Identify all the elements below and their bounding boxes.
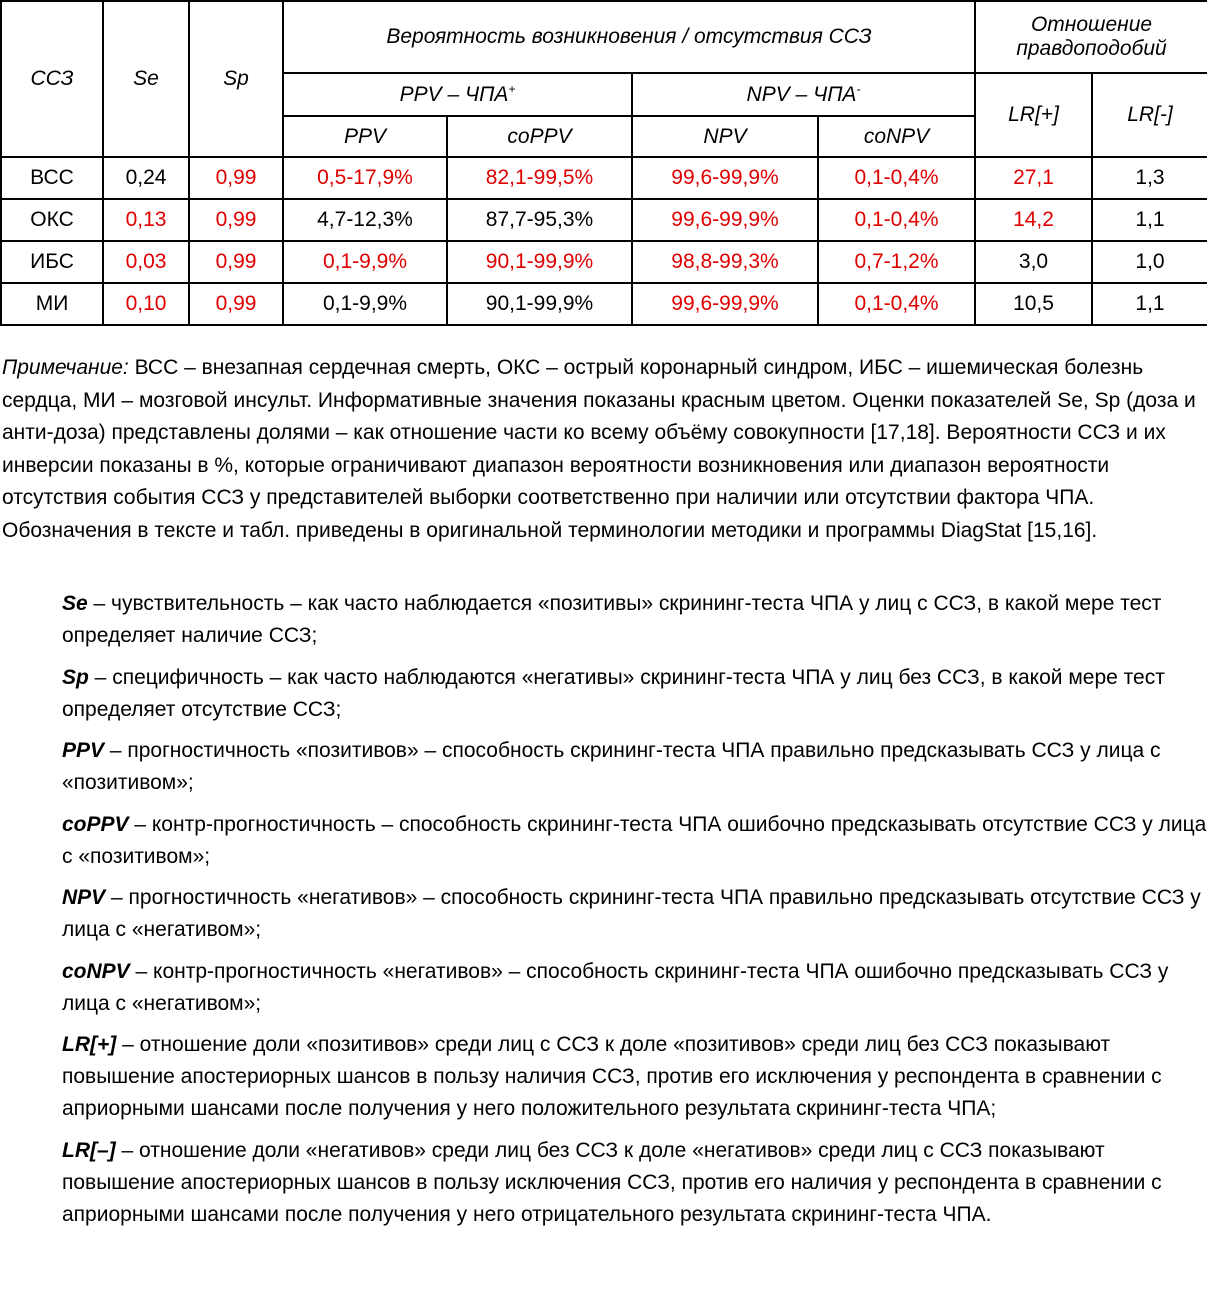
cell-coppv: 87,7-95,3% xyxy=(447,199,632,241)
definition-term: coNPV xyxy=(62,959,130,983)
cell-lr-neg: 1,3 xyxy=(1092,157,1207,199)
definition-text: – прогностичность «позитивов» – способность скрининг-теста ЧПА правильно предсказывать ССЗ у лица с «позитивом»; xyxy=(62,739,1161,794)
header-coppv: coPPV xyxy=(447,116,632,157)
table-row xyxy=(1,241,1207,283)
cell-lr-pos: 3,0 xyxy=(975,241,1092,283)
header-ppv: PPV xyxy=(283,116,447,157)
table-note xyxy=(2,352,1202,548)
cell-sp: 0,99 xyxy=(189,241,283,283)
definition-coppv xyxy=(62,809,1207,873)
table-row xyxy=(1,283,1207,325)
cell-name: ВСС xyxy=(1,157,103,199)
definition-npv xyxy=(62,882,1207,946)
definition-term: NPV xyxy=(62,886,106,909)
cell-coppv: 90,1-99,9% xyxy=(447,241,632,283)
cell-sp: 0,99 xyxy=(189,157,283,199)
definition-sp xyxy=(62,662,1207,726)
definition-lr-pos xyxy=(62,1029,1207,1125)
header-likelihood-line2: правдоподобий xyxy=(1016,37,1167,60)
cell-lr-neg: 1,1 xyxy=(1092,199,1207,241)
definitions-list xyxy=(62,588,1207,1240)
header-likelihood-line1: Отношение xyxy=(1030,13,1153,36)
cell-npv: 98,8-99,3% xyxy=(632,241,818,283)
cell-se: 0,10 xyxy=(103,283,189,325)
definition-text: – прогностичность «негативов» – способность скрининг-теста ЧПА правильно предсказывать отсутствие ССЗ у лица с «негативом»; xyxy=(62,886,1201,941)
definition-term: coPPV xyxy=(62,812,129,836)
cell-conpv: 0,1-0,4% xyxy=(818,283,975,325)
definition-term: Sp xyxy=(62,665,89,689)
table-row xyxy=(1,199,1207,241)
cell-se: 0,13 xyxy=(103,199,189,241)
cell-conpv: 0,1-0,4% xyxy=(818,157,975,199)
results-table xyxy=(0,0,1207,326)
definition-conpv xyxy=(62,956,1207,1020)
definition-se xyxy=(62,588,1207,652)
definition-lr-neg xyxy=(62,1135,1207,1231)
definition-term: LR[+] xyxy=(62,1033,117,1056)
cell-name: ИБС xyxy=(1,241,103,283)
cell-sp: 0,99 xyxy=(189,283,283,325)
cell-npv: 99,6-99,9% xyxy=(632,157,818,199)
header-npv-group xyxy=(632,73,975,116)
cell-ppv: 4,7-12,3% xyxy=(283,199,447,241)
cell-coppv: 90,1-99,9% xyxy=(447,283,632,325)
header-npv: NPV xyxy=(632,116,818,157)
cell-lr-neg: 1,0 xyxy=(1092,241,1207,283)
table-row xyxy=(1,157,1207,199)
cell-ppv: 0,5-17,9% xyxy=(283,157,447,199)
cell-npv: 99,6-99,9% xyxy=(632,283,818,325)
definition-term: Se xyxy=(62,592,88,615)
cell-ppv: 0,1-9,9% xyxy=(283,241,447,283)
cell-ppv: 0,1-9,9% xyxy=(283,283,447,325)
cell-se: 0,03 xyxy=(103,241,189,283)
definition-term: LR[–] xyxy=(62,1138,116,1162)
note-label: Примечание: xyxy=(2,356,129,379)
cell-lr-pos: 27,1 xyxy=(975,157,1092,199)
header-lr-neg: LR[-] xyxy=(1092,73,1207,157)
cell-name: МИ xyxy=(1,283,103,325)
definition-text: – отношение доли «негативов» среди лиц без ССЗ к доле «негативов» среди лиц с ССЗ показывают повышение апостериорных шансов в пользу исключения ССЗ, против его наличия у респондента в сравнении с априорными шансами после получения у него отрицательного результата скрининг-теста ЧПА. xyxy=(62,1138,1162,1226)
definition-text: – контр-прогностичность – способность скрининг-теста ЧПА ошибочно предсказывать отсутствие ССЗ у лица с «позитивом»; xyxy=(62,812,1207,868)
cell-sp: 0,99 xyxy=(189,199,283,241)
definition-ppv xyxy=(62,735,1207,799)
header-ppv-group-label: PPV – ЧПА xyxy=(399,82,509,106)
header-ppv-group xyxy=(283,73,632,116)
header-likelihood-group xyxy=(975,1,1207,73)
cell-npv: 99,6-99,9% xyxy=(632,199,818,241)
note-text: ВСС – внезапная сердечная смерть, ОКС – острый коронарный синдром, ИБС – ишемическая болезнь сердца, МИ – мозговой инсульт. Информативные значения показаны красным цветом. Оценки показателей Se, Sp (доза и анти-доза) представлены долями – как отношение части ко всему объёму совокупности [17,18]. Вероятности ССЗ и их инверсии показаны в %, которые ограничивают диапазон вероятности возникновения или диапазон вероятности отсутствия события ССЗ у представителей выборки соответственно при наличии или отсутствии фактора ЧПА. Обозначения в тексте и табл. приведены в оригинальной терминологии методики и программы DiagStat [15,16]. xyxy=(2,356,1196,542)
header-conpv: coNPV xyxy=(818,116,975,157)
cell-name: ОКС xyxy=(1,199,103,241)
header-npv-group-sup: - xyxy=(856,81,861,96)
cell-lr-neg: 1,1 xyxy=(1092,283,1207,325)
cell-lr-pos: 10,5 xyxy=(975,283,1092,325)
header-lr-pos: LR[+] xyxy=(975,73,1092,157)
header-sp: Sp xyxy=(189,1,283,157)
definition-text: – специфичность – как часто наблюдаются «негативы» скрининг-теста ЧПА у лиц без ССЗ, в какой мере тест определяет отсутствие ССЗ; xyxy=(62,665,1165,721)
header-probability-group: Вероятность возникновения / отсутствия ССЗ xyxy=(283,1,975,73)
definition-text: – контр-прогностичность «негативов» – способность скрининг-теста ЧПА ошибочно предсказывать ССЗ у лица с «негативом»; xyxy=(62,959,1169,1015)
cell-conpv: 0,1-0,4% xyxy=(818,199,975,241)
header-ppv-group-sup: + xyxy=(508,81,516,96)
cell-lr-pos: 14,2 xyxy=(975,199,1092,241)
definition-term: PPV xyxy=(62,739,105,762)
header-npv-group-label: NPV – ЧПА xyxy=(746,82,857,106)
cell-coppv: 82,1-99,5% xyxy=(447,157,632,199)
definition-text: – чувствительность – как часто наблюдается «позитивы» скрининг-теста ЧПА у лиц с ССЗ, в какой мере тест определяет наличие ССЗ; xyxy=(62,592,1162,647)
cell-se: 0,24 xyxy=(103,157,189,199)
cell-conpv: 0,7-1,2% xyxy=(818,241,975,283)
header-ssz: ССЗ xyxy=(1,1,103,157)
header-se: Se xyxy=(103,1,189,157)
definition-text: – отношение доли «позитивов» среди лиц с ССЗ к доле «позитивов» среди лиц без ССЗ показывают повышение апостериорных шансов в пользу наличия ССЗ, против его исключения у респондента в сравнении с априорными шансами после получения у него положительного результата скрининг-теста ЧПА; xyxy=(62,1033,1162,1120)
